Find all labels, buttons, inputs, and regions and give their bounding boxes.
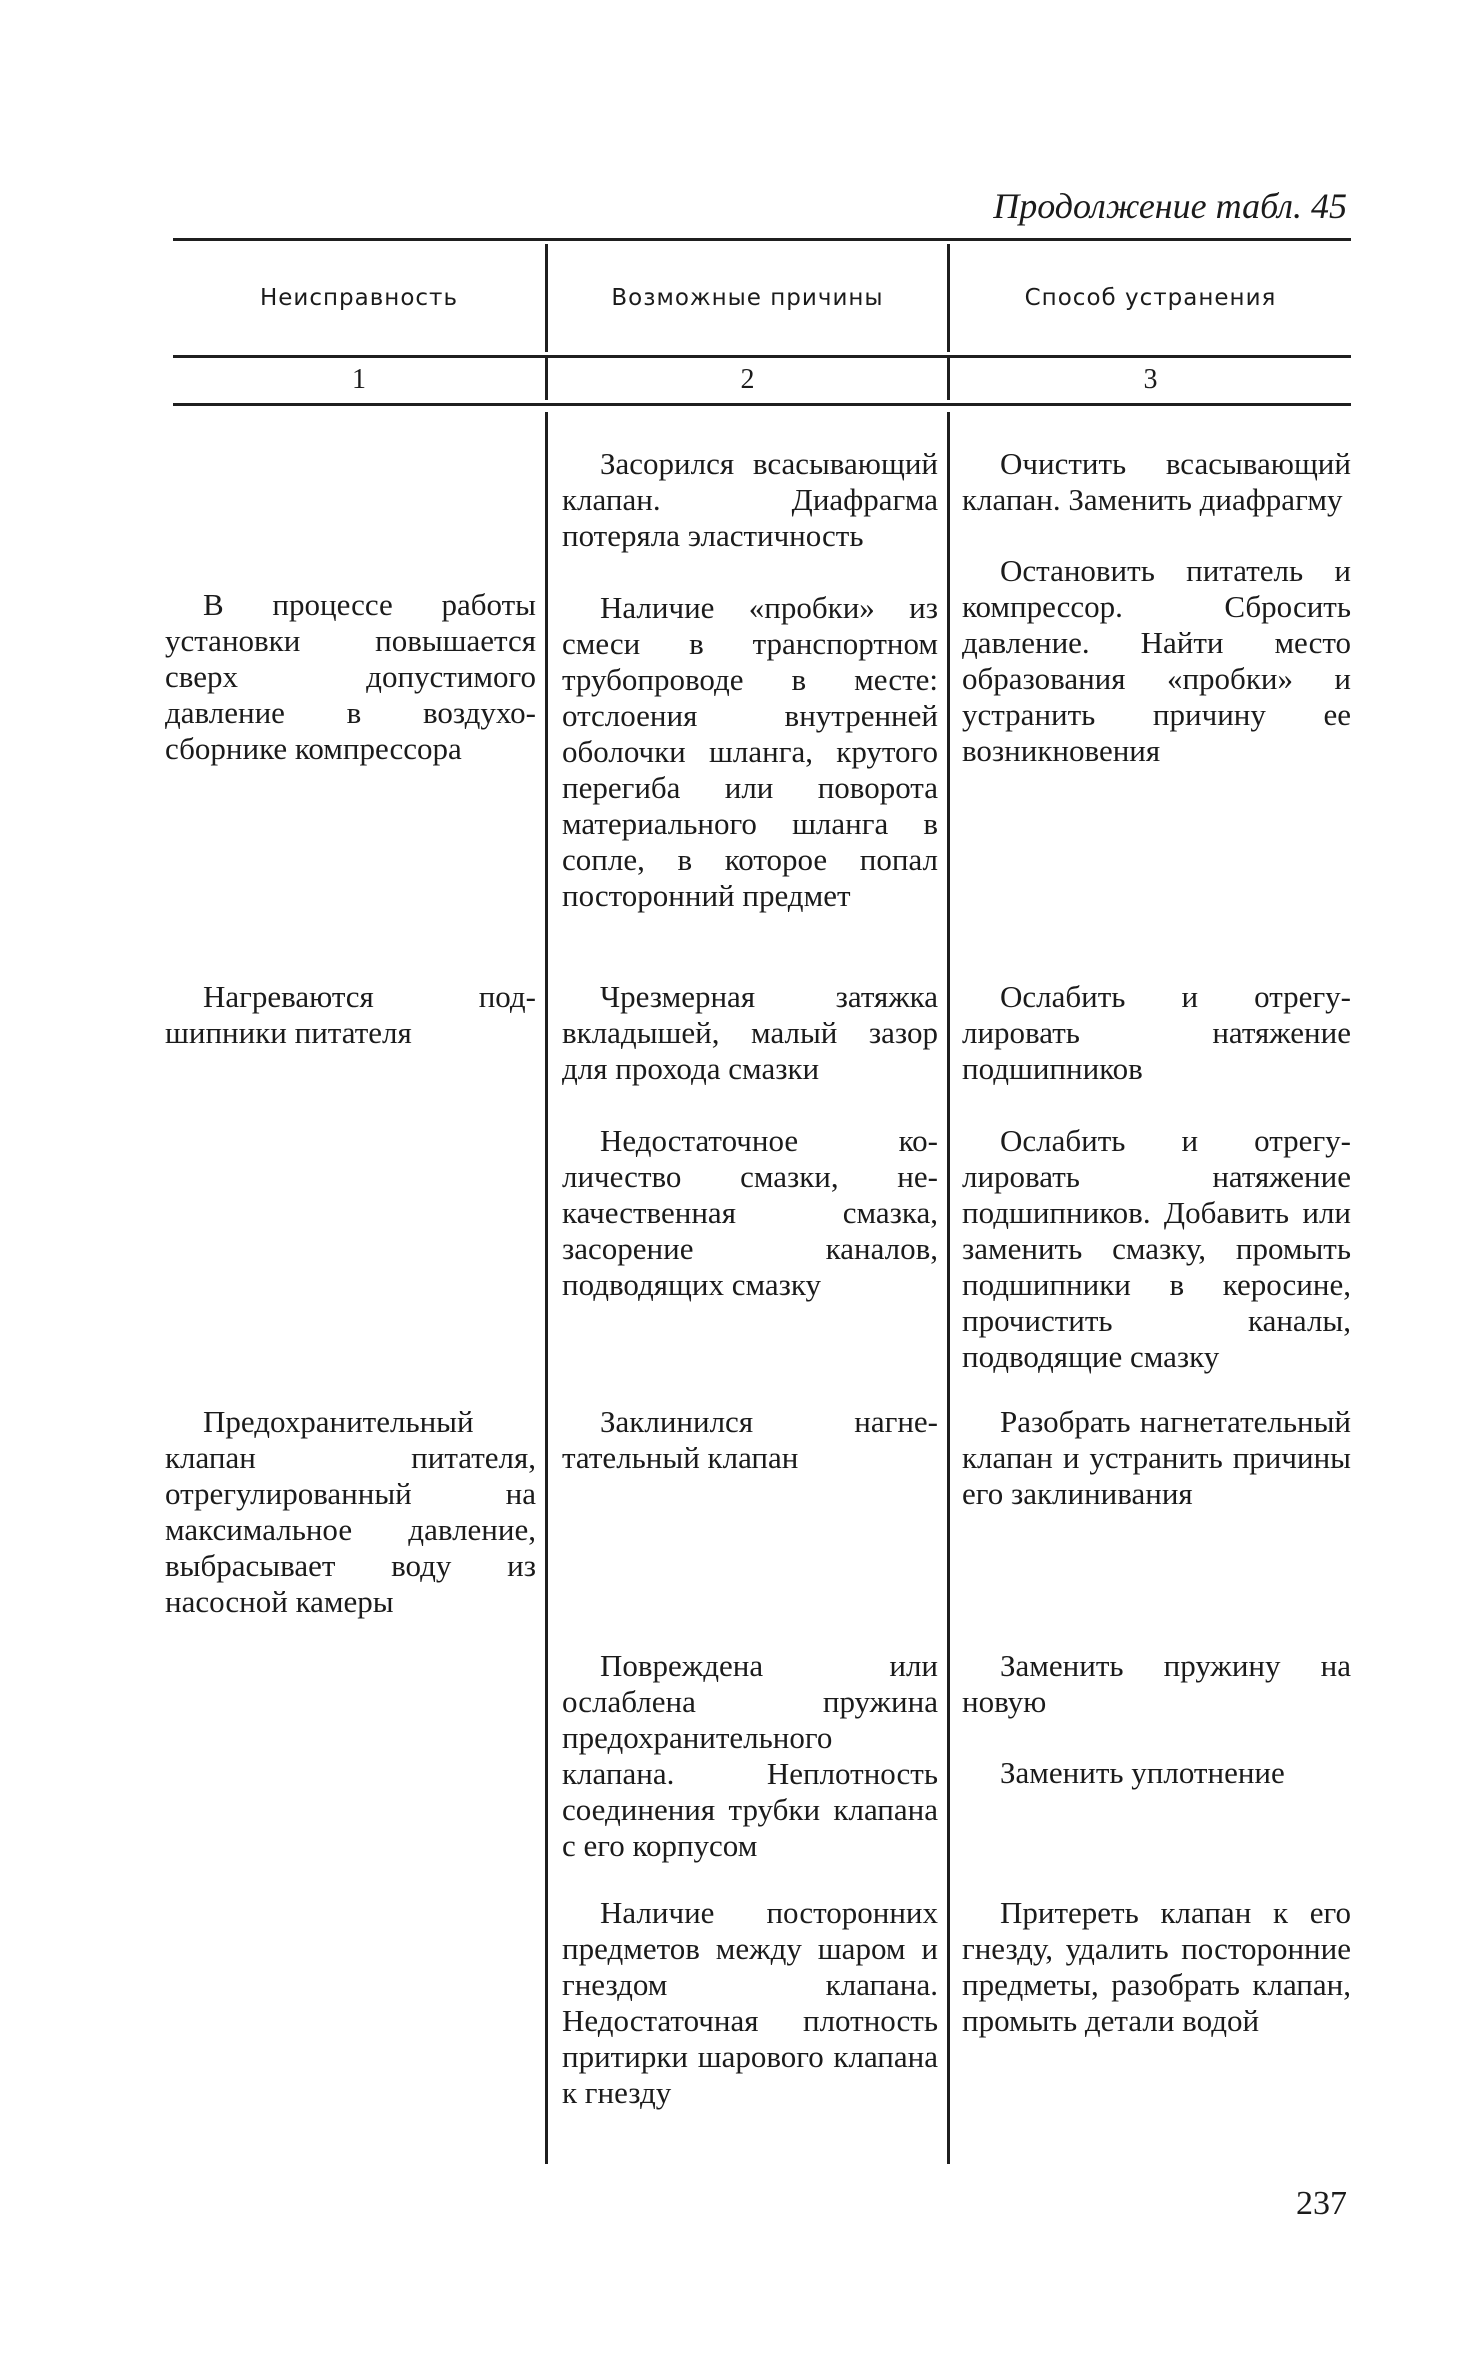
remedy-cell: Заменить уплотнение bbox=[1000, 1755, 1285, 1790]
remedy-cell: Остановить питатель и компрессор. Сбросить давление. Найти место образования «пробки» и устранить причину ее возникновения bbox=[962, 553, 1351, 768]
fault-cell: Нагреваются подшипники питателя bbox=[165, 979, 536, 1050]
remedy-cell: Разобрать нагнетательный клапан и устранить причины его заклинивания bbox=[962, 1404, 1351, 1511]
remedy-cell: Ослабить и отрегулировать натяжение подшипников bbox=[962, 979, 1351, 1086]
cause-cell: Недостаточное количество смазки, некачественная смазка, засорение каналов, подводящих смазку bbox=[562, 1123, 938, 1302]
numbers-bottom-rule bbox=[173, 403, 1351, 406]
cause-cell: Повреждена или ослаблена пружина предохранительного клапана. Неплотность соединения трубки клапана с его корпусом bbox=[562, 1648, 938, 1863]
column-header-remedy: Способ устранения bbox=[1024, 285, 1277, 311]
cause-cell: Чрезмерная затяжка вкладышей, малый зазор для прохода смазки bbox=[562, 979, 938, 1086]
table-top-rule bbox=[173, 238, 1351, 241]
cause-cell: Наличие посторонних предметов между шаром и гнездом клапана. Недостаточная плотность притирки шарового клапана к гнезду bbox=[562, 1895, 938, 2110]
column-number-1: 1 bbox=[352, 364, 366, 395]
page-number: 237 bbox=[1296, 2185, 1347, 2222]
column-number-2: 2 bbox=[740, 364, 755, 395]
fault-cell: В процессе работы установки повышается сверх допустимого давление в воздухосборнике компрессора bbox=[165, 587, 536, 766]
cause-cell: Засорился всасывающий клапан. Диафрагма потеряла эластичность bbox=[562, 446, 938, 553]
column-number-3: 3 bbox=[1143, 364, 1158, 395]
body-divider-1 bbox=[545, 412, 548, 2164]
remedy-cell: Очистить всасывающий клапан. Заменить диафрагму bbox=[962, 446, 1351, 517]
cause-cell: Заклинился нагнетательный клапан bbox=[562, 1404, 938, 1475]
table-continuation-caption: Продолжение табл. 45 bbox=[993, 186, 1347, 226]
fault-cell: Предохранительный клапан питателя, отрегулированный на максимальное давление, выбрасывает воду из насосной камеры bbox=[165, 1404, 536, 1619]
body-divider-2 bbox=[947, 412, 950, 2164]
header-bottom-rule bbox=[173, 355, 1351, 358]
remedy-cell: Притереть клапан к его гнезду, удалить посторонние предметы, разобрать клапан, промыть детали водой bbox=[962, 1895, 1351, 2038]
cause-cell: Наличие «пробки» из смеси в транспортном трубопроводе в месте: отслоения внутренней оболочки шланга, крутого перегиба или поворота материального шланга в сопле, в которое попал посторонний предмет bbox=[562, 590, 938, 913]
remedy-cell: Заменить пружину на новую bbox=[962, 1648, 1351, 1719]
column-header-fault: Неисправность bbox=[259, 285, 459, 311]
remedy-cell: Ослабить и отрегулировать натяжение подшипников. Добавить или заменить смазку, промыть подшипники в керосине, прочистить каналы, подводящие смазку bbox=[962, 1123, 1351, 1374]
column-header-causes: Возможные причины bbox=[611, 285, 884, 311]
